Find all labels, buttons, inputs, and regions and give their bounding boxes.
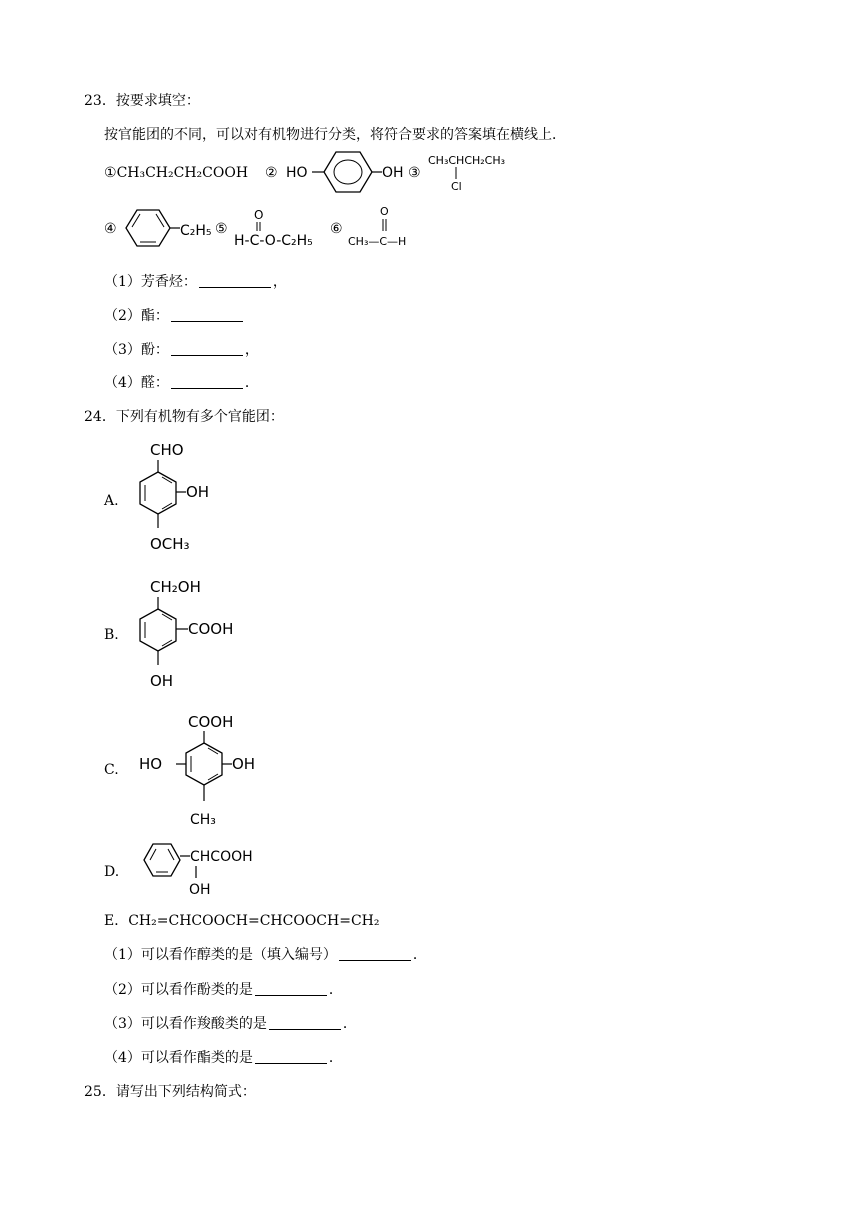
subq-end: ， [272,274,287,290]
option-d-structure [136,834,266,900]
subq-end: ． [328,1050,343,1066]
subq-end: ． [328,982,343,998]
label-right: OH [186,483,210,501]
item-1-marker: ① [104,165,117,181]
subq-text: （2）酯： [104,308,169,324]
label-top: COOH [188,713,234,731]
subq-end: ， [244,342,259,358]
q23-subq-2 [104,306,245,326]
subq-text: （3）可以看作羧酸类的是 [104,1016,267,1032]
option-d-letter: D. [104,864,120,880]
label-top: CHO [150,441,184,459]
subq-text: （3）酚： [104,342,169,358]
option-a-letter: A. [104,493,119,509]
option-c-structure [136,709,266,833]
acetaldehyde-structure [346,205,416,251]
item-4-marker: ④ [104,221,117,237]
subq-end: ． [342,1016,357,1032]
hydroquinone-structure [284,148,414,194]
item-1 [104,163,248,183]
answer-blank[interactable] [339,946,411,961]
label-ester-o: O [254,208,264,222]
label-bottom: CH₃ [190,812,216,828]
label-bottom: OH [150,672,174,690]
item-5-marker: ⑤ [215,221,228,237]
subq-text: （4）醛： [104,375,169,391]
label-bottom: OCH₃ [150,535,190,553]
label-ester: H-C-O-C₂H₅ [234,233,313,249]
subq-text: （1）可以看作醇类的是（填入编号） [104,947,337,963]
chlorobutane-structure [426,150,510,194]
option-c-letter: C. [104,762,119,778]
label-right: OH [232,755,256,773]
answer-blank[interactable] [171,374,243,389]
answer-blank[interactable] [255,981,327,996]
q23-subq-4 [104,373,259,393]
option-b-letter: B. [104,627,119,643]
label-cl: Cl [451,180,462,193]
label-c3-top: CH₃CHCH₂CH₃ [428,154,506,167]
label-right: CHCOOH [190,849,253,865]
label-left: HO [139,755,163,773]
option-e: E．CH₂=CHCOOCH=CHCOOCH=CH₂ [104,913,380,929]
label-top: CH₂OH [150,578,201,596]
subq-text: （4）可以看作酯类的是 [104,1050,253,1066]
item-3-marker: ③ [408,165,421,181]
q25-title: 25．请写出下列结构简式： [84,1084,256,1100]
subq-text: （1）芳香烃： [104,274,197,290]
q23-title: 23．按要求填空： [84,93,200,109]
label-right: COOH [188,620,234,638]
q24-subq-4 [104,1048,343,1068]
ethylbenzene-structure [120,205,218,251]
label-ho: HO [286,165,308,181]
q23-intro: 按官能团的不同，可以对有机物进行分类，将符合要求的答案填在横线上． [104,127,566,143]
ethyl-formate-structure [232,205,332,251]
item-6-marker: ⑥ [330,221,343,237]
label-bottom: OH [189,882,211,898]
answer-blank[interactable] [171,307,243,322]
option-b-structure [128,573,248,697]
q23-subq-1 [104,272,287,292]
label-ald: CH₃—C—H [348,235,407,248]
option-a-structure [128,436,238,560]
q23-subq-3 [104,340,259,360]
subq-end: ． [412,947,427,963]
q24-subq-1 [104,945,427,965]
q24-subq-2 [104,980,343,1000]
label-ald-o: O [380,205,389,218]
subq-text: （2）可以看作酚类的是 [104,982,253,998]
answer-blank[interactable] [199,273,271,288]
label-oh: OH [382,165,404,181]
answer-blank[interactable] [171,341,243,356]
answer-blank[interactable] [255,1049,327,1064]
answer-blank[interactable] [269,1015,341,1030]
q24-title: 24．下列有机物有多个官能团： [84,409,284,425]
item-2-marker: ② [265,165,278,181]
subq-end: ． [244,375,259,391]
label-c2h5: C₂H₅ [180,223,212,239]
item-1-formula: CH₃CH₂CH₂COOH [116,165,249,181]
q24-subq-3 [104,1014,357,1034]
